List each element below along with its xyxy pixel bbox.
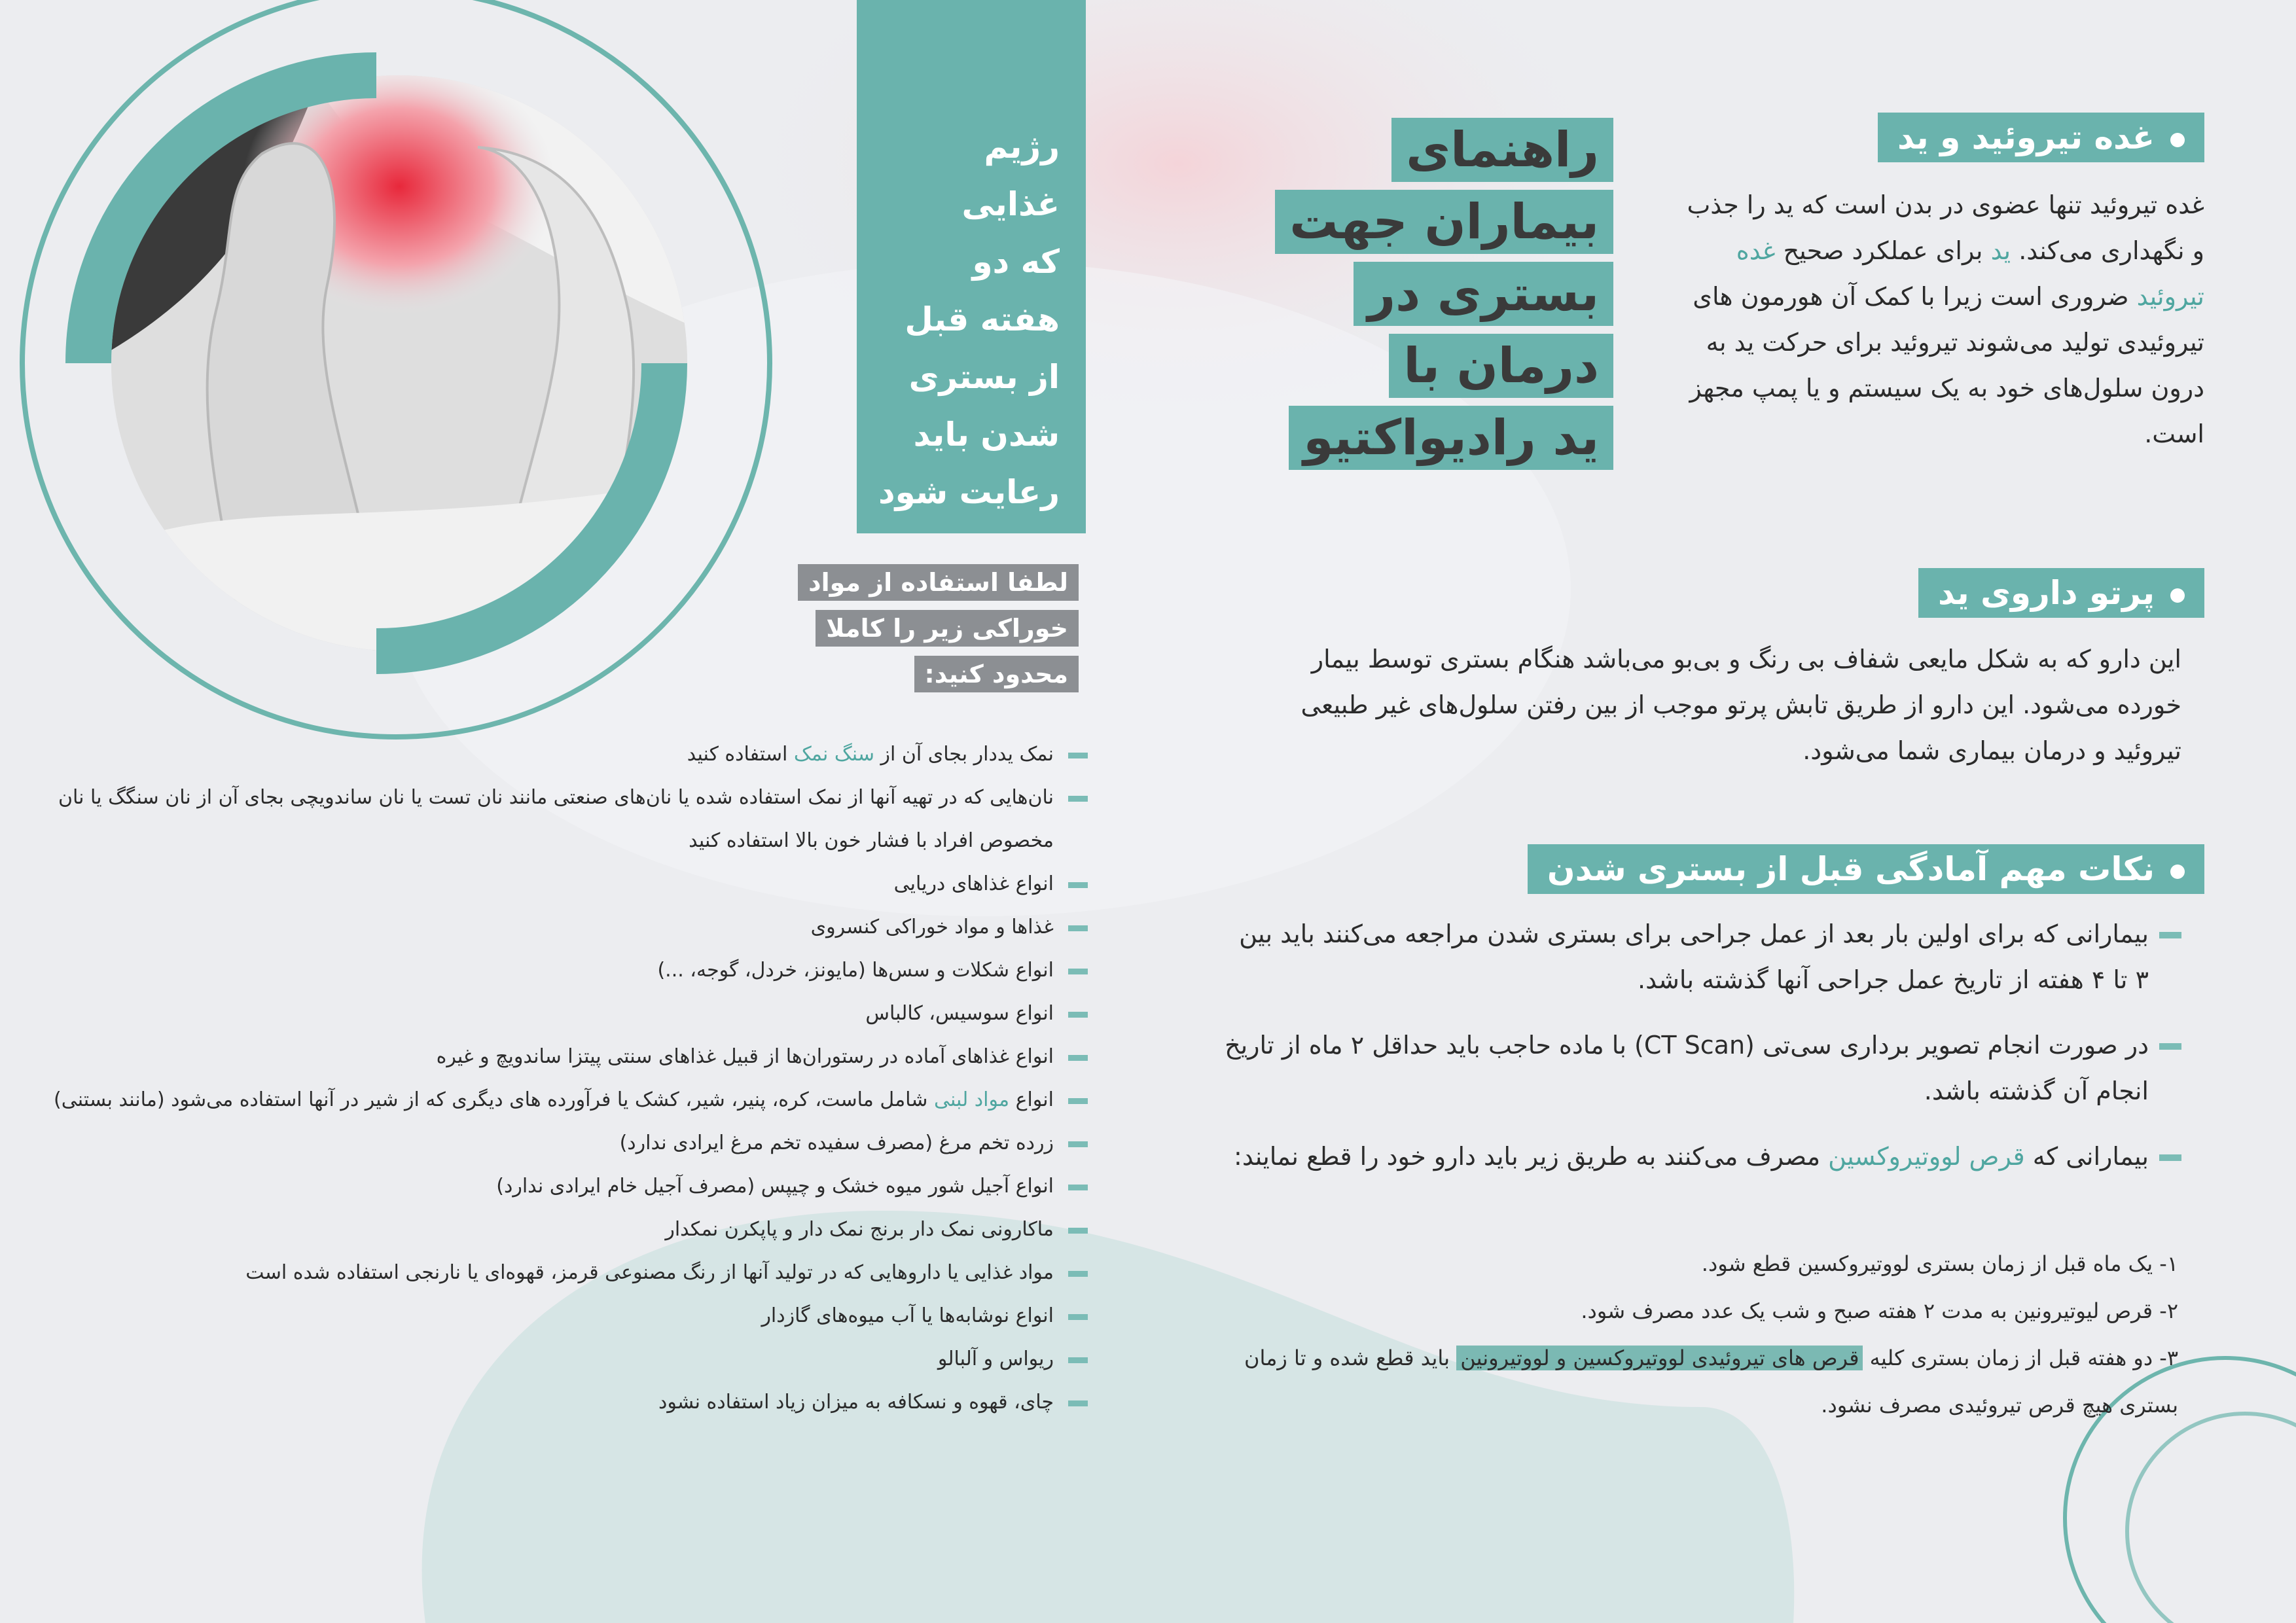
main-title-line: بیماران جهت [1275, 190, 1613, 254]
dash-bullet-icon [1068, 1055, 1088, 1061]
numbered-step: ۱- یک ماه قبل از زمان بستری لووتیروکسین قطع شود. [1701, 1251, 2178, 1276]
bullet-dot-icon [2170, 133, 2185, 147]
dash-bullet-icon [1068, 969, 1088, 974]
prep-bullet [1219, 1022, 2181, 1114]
dash-bullet-icon [1068, 1271, 1088, 1277]
restricted-food-list [34, 733, 1088, 1424]
dash-bullet-icon [1068, 1228, 1088, 1234]
list-item [34, 906, 1088, 949]
list-item-text: انواع آجیل شور میوه خشک و چیپس (مصرف آجیل خام ایرادی ندارد) [496, 1175, 1054, 1198]
section-thyroid-body [1674, 182, 2204, 457]
dash-bullet-icon [1068, 1357, 1088, 1363]
dash-bullet-icon [2159, 1154, 2181, 1161]
dash-bullet-icon [1068, 796, 1088, 802]
list-item [34, 1079, 1088, 1122]
dash-bullet-icon [2159, 1043, 2181, 1050]
highlight-text: سنگ نمک [793, 743, 874, 766]
list-item [34, 733, 1088, 776]
list-item [34, 1338, 1088, 1381]
prep-bullet-text: بیمارانی که برای اولین بار بعد از عمل جراحی برای بستری شدن مراجعه می‌کنند باید بین ۳ تا ۴ هفته از تاریخ عمل جراحی آنها گذشته باشد. [1239, 919, 2149, 994]
highlight-text: غده تیروئید [1736, 236, 2204, 311]
list-item-text: شامل ماست، کره، پنیر، شیر، کشک یا فرآورده های دیگری که از شیر در آنها استفاده می‌شود (مانند بستنی) [54, 1088, 934, 1111]
prep-bullet [1219, 1133, 2181, 1179]
list-item [34, 1294, 1088, 1338]
main-title-line: ید رادیواکتیو [1289, 406, 1613, 470]
step-text: ۳- دو هفته قبل از زمان بستری کلیه [1863, 1346, 2178, 1370]
dash-bullet-icon [1068, 1185, 1088, 1190]
numbered-step: ۲- قرص لیوتیرونین به مدت ۲ هفته صبح و شب یک عدد مصرف شود. [1581, 1298, 2178, 1323]
prep-bullet-text: در صورت انجام تصویر برداری سی‌تی (CT Scan) با ماده حاجب باید حداقل ۲ ماه از تاریخ انجام آن گذشته باشد. [1225, 1031, 2149, 1105]
section-drug-body: این دارو که به شکل مایعی شفاف بی رنگ و بی‌بو می‌باشد هنگام بستری توسط بیمار خورده می‌شود. این دارو از طریق تابش پرتو موجب از بین رفتن سلول‌های غیر طبیعی تیروئید و درمان بیماری شما می‌شود. [1300, 645, 2181, 765]
list-item [34, 1165, 1088, 1208]
prep-bullet-text: مصرف می‌کنند به طریق زیر باید دارو خود را قطع نمایند: [1234, 1142, 1829, 1171]
list-item-text: ماکارونی نمک دار برنج نمک دار و پاپکرن نمکدار [665, 1218, 1054, 1241]
list-item [34, 1251, 1088, 1294]
dash-bullet-icon [1068, 882, 1088, 888]
main-title-line: درمان با [1389, 334, 1613, 398]
dash-bullet-icon [1068, 1012, 1088, 1018]
list-item [34, 1381, 1088, 1424]
section-heading-text: غده تیروئید و ید [1897, 118, 2155, 156]
list-item-text: انواع غذاهای آماده در رستوران‌ها از قبیل غذاهای سنتی پیتزا ساندویچ و غیره [436, 1045, 1054, 1068]
dash-bullet-icon [1068, 1141, 1088, 1147]
list-item [34, 949, 1088, 992]
diet-title-panel [857, 0, 1086, 533]
list-item-text: انواع نوشابه‌ها یا آب میوه‌های گازدار [761, 1304, 1054, 1327]
section-heading-text: نکات مهم آمادگی قبل از بستری شدن [1547, 850, 2155, 888]
dash-bullet-icon [2159, 932, 2181, 938]
section-heading-text: پرتو داروی ید [1938, 574, 2155, 612]
body-text: ضروری است زیرا با کمک آن هورمون های تیروئیدی تولید می‌شوند تیروئید برای حرکت ید به درون سلول‌های خود به یک سیستم و یا پمپ مجهز است. [1689, 282, 2204, 448]
list-item [34, 776, 1088, 863]
list-item-text: نان‌هایی که در تهیه آنها از نمک استفاده شده یا نان‌های صنعتی مانند نان تست یا نان ساندویچی بجای آن از نان سنگگ یا نان مخصوص افراد با فشار خون بالا استفاده کنید [58, 786, 1054, 852]
list-item-text: انواع [1009, 1088, 1054, 1111]
dash-bullet-icon [1068, 925, 1088, 931]
step-text: باید قطع شده و تا زمان بستری هیچ قرص تیروئیدی مصرف نشود. [1244, 1346, 2178, 1418]
main-title-line: بستری در [1354, 262, 1614, 326]
list-item-text: نمک یددار بجای آن از [874, 743, 1054, 766]
photo-accent-arc [46, 49, 707, 677]
body-text: برای عملکرد صحیح [1775, 236, 1991, 265]
prep-bullet-text: بیمارانی که [2024, 1142, 2149, 1171]
diet-title-line: شدن باید [913, 416, 1060, 454]
main-title [1247, 118, 1613, 478]
prep-bullets [1219, 911, 2181, 1179]
diet-title-line: رعایت شود [878, 473, 1060, 511]
restrict-intro-line: لطفا استفاده از مواد [798, 564, 1079, 601]
list-item-text: انواع شکلات و سس‌ها (مایونز، خردل، گوجه، ...) [657, 959, 1054, 982]
list-item-text: غذاها و مواد خوراکی کنسروی [810, 916, 1054, 938]
prep-bullet [1219, 911, 2181, 1003]
highlight-text: مواد لبنی [933, 1088, 1010, 1111]
bullet-dot-icon [2170, 865, 2185, 879]
list-item-text: مواد غذایی یا داروهایی که در تولید آنها از رنگ مصنوعی قرمز، قهوه‌ای یا نارنجی استفاده شده است [245, 1261, 1054, 1284]
list-item [34, 1208, 1088, 1251]
dash-bullet-icon [1068, 1314, 1088, 1320]
main-title-line: راهنمای [1391, 118, 1613, 182]
diet-title-line: هفته قبل [905, 300, 1060, 338]
list-item [34, 1122, 1088, 1165]
diet-title-line: از بستری [908, 358, 1060, 396]
restrict-intro [798, 564, 1079, 692]
diet-title-line: که دو [972, 243, 1060, 281]
list-item [34, 992, 1088, 1035]
highlight-box-text: قرص های تیروئیدی لووتیروکسین و لووتیرونین [1456, 1346, 1863, 1370]
list-item [34, 863, 1088, 906]
list-item-text: ریواس و آلبالو [937, 1347, 1054, 1370]
highlight-text: ید [1990, 236, 2011, 265]
bullet-dot-icon [2170, 588, 2185, 603]
section-prep-heading [1528, 844, 2204, 894]
list-item-text: زرده تخم مرغ (مصرف سفیده تخم مرغ ایرادی ندارد) [619, 1132, 1054, 1154]
list-item-text: چای، قهوه و نسکافه به میزان زیاد استفاده نشود [658, 1391, 1054, 1414]
restrict-intro-line: محدود کنید: [914, 656, 1079, 692]
numbered-step [1216, 1334, 2178, 1429]
numbered-steps [1216, 1240, 2178, 1429]
dash-bullet-icon [1068, 753, 1088, 758]
body-text: غده تیروئید تنها عضوی در بدن است که ید را جذب و نگهداری می‌کند. [1687, 190, 2204, 265]
dash-bullet-icon [1068, 1098, 1088, 1104]
dash-bullet-icon [1068, 1400, 1088, 1406]
section-drug-heading [1918, 568, 2204, 618]
restrict-intro-line: خوراکی زیر را کاملا [816, 610, 1079, 647]
list-item-text: استفاده کنید [687, 743, 794, 766]
diet-title-line: رژیم غذایی [961, 128, 1060, 223]
highlight-text: قرص لووتیروکسین [1828, 1142, 2025, 1171]
list-item [34, 1035, 1088, 1079]
section-thyroid-heading [1878, 113, 2204, 162]
list-item-text: انواع سوسیس، کالباس [865, 1002, 1054, 1025]
list-item-text: انواع غذاهای دریایی [893, 872, 1054, 895]
